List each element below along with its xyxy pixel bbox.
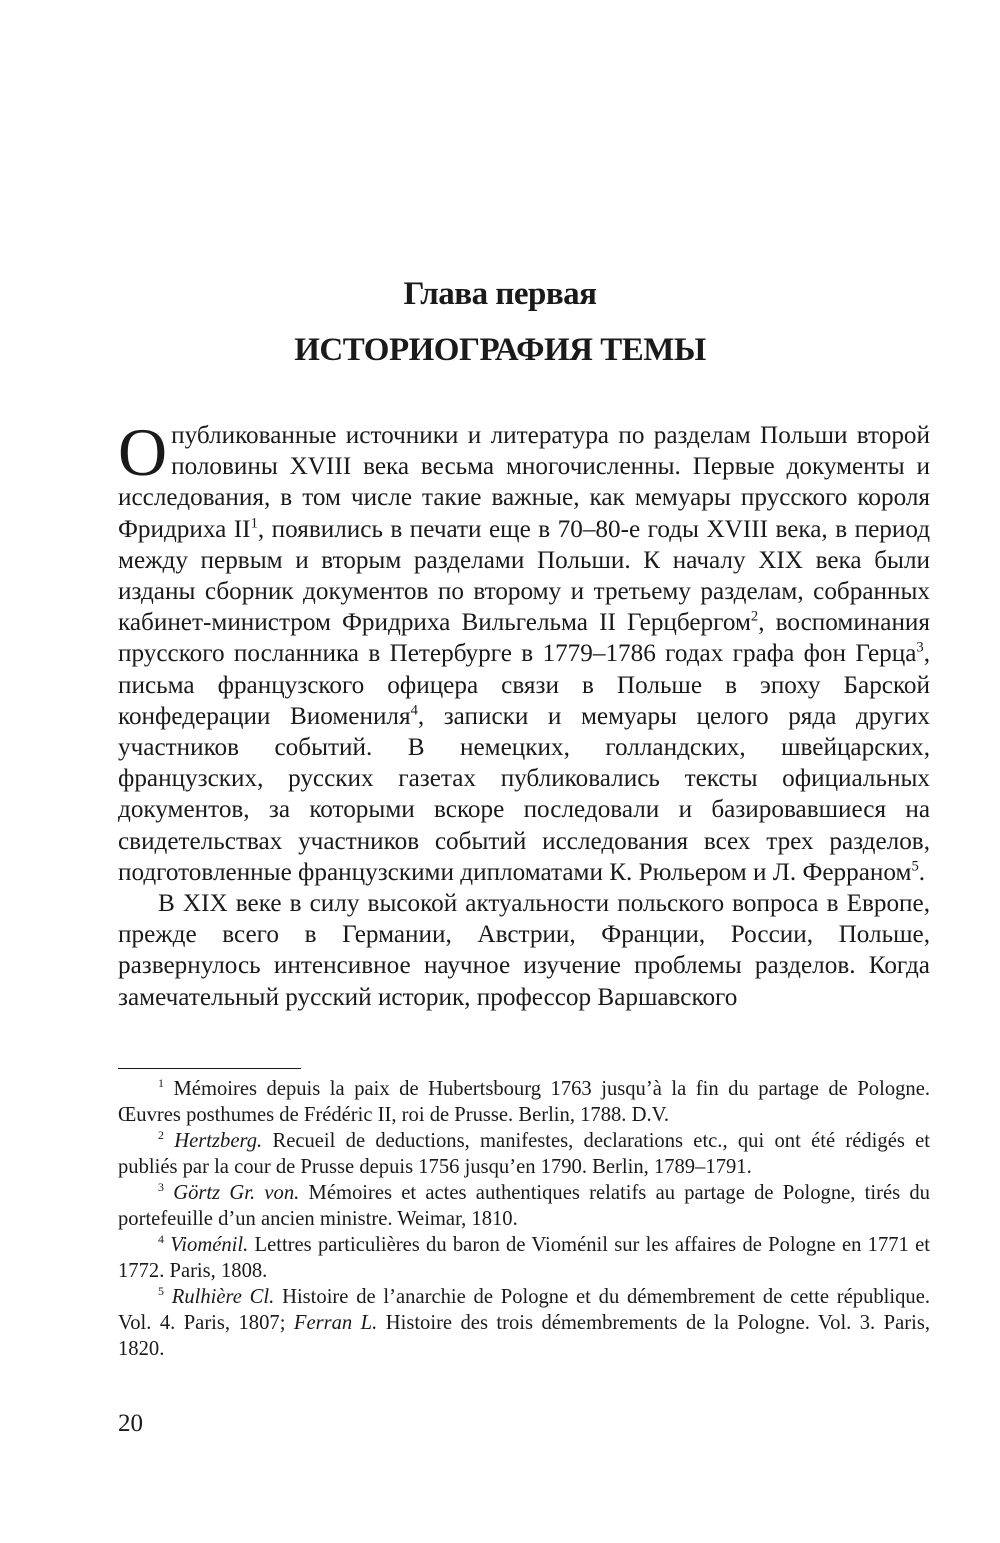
footnote-author: Görtz Gr. von. xyxy=(173,1182,300,1204)
footnote-author: Rulhière Cl. xyxy=(171,1286,275,1308)
footnote-number: 2 xyxy=(158,1128,164,1143)
footnote xyxy=(118,1076,930,1128)
footnote-author: Vioménil. xyxy=(170,1234,249,1256)
footnote-ref[interactable]: 5 xyxy=(911,858,919,875)
drop-cap: О xyxy=(118,414,168,490)
footnote-text: Lettres particulières du baron de Vioménil sur les affaires de Pologne en 1771 et 1772. Paris, 1808. xyxy=(118,1234,930,1282)
footnote-number: 5 xyxy=(158,1284,164,1299)
footnotes xyxy=(118,1076,930,1362)
footnote-text: Mémoires et actes authentiques relatifs au partage de Pologne, tirés du portefeuille d’un ancien ministre. Weimar, 1810. xyxy=(118,1182,930,1230)
footnote-ref[interactable]: 1 xyxy=(250,515,258,532)
footnote-number: 1 xyxy=(158,1076,164,1091)
footnote-ref[interactable]: 2 xyxy=(750,608,759,625)
footnote-text: Histoire de l’anarchie de Pologne et du démembrement de cette république. Vol. 4. Paris, 1807; xyxy=(118,1286,930,1334)
footnote-ref[interactable]: 4 xyxy=(410,702,418,719)
paragraph-1-text: публикованные источники и литература по разделам Польши второй половины XVIII века весьма многочисленны. Первые документы и исследования, в том числе такие важные, как мемуары прусского короля Фридриха $II^1$, появились в печати еще в 70–80-е годы XVIII века, в период между первым и вторым разделами Польши. К началу XIX века были изданы сборник документов по второму и третьему разделам, собранных кабинет-министром Фридриха Вильгельма II Герцбергом$^2$, воспоминания прусского посланника в Петербурге в 1779–1786 годах графа фон Герца$^3$, письма французского офицера связи в Польше в эпоху Барской конфедерации Виомениля$^4$, записки и мемуары целого ряда других участников событий. В немецких, голландских, швейцарских, французских, русских газетах публиковались тексты официальных документов, за которыми вскоре последовали и базировавшиеся на свидетельствах участников событий исследования всех трех разделов, подготовленные французскими дипломатами К. Рюльером и Л. Ферраном$^5$. xyxy=(118,422,931,886)
footnote xyxy=(118,1232,930,1284)
footnote xyxy=(118,1180,930,1232)
footnote-number: 3 xyxy=(158,1180,164,1195)
footnote-number: 4 xyxy=(158,1232,164,1247)
footnote xyxy=(118,1128,930,1180)
body-text xyxy=(118,414,931,1013)
footnote-text: Recueil de deductions, manifestes, declarations etc., qui ont été rédigés et publiés par la cour de Prusse depuis 1756 jusqu’en 1790. Berlin, 1789–1791. xyxy=(118,1130,930,1178)
paragraph-2: В XIX веке в силу высокой актуальности польского вопроса в Европе, прежде всего в Германии, Австрии, Франции, России, Польше, развернулось интенсивное научное изучение проблемы разделов. Когда замечательный русский историк, профессор Варшавского xyxy=(118,890,930,1011)
footnote-text: Histoire des trois démembrements de la Pologne. Vol. 3. Paris, 1820. xyxy=(118,1312,930,1360)
footnote-text: Mémoires depuis la paix de Hubertsbourg 1763 jusqu’à la fin du partage de Pologne. Œuvres posthumes de Frédéric II, roi de Prusse. Berlin, 1788. D.V. xyxy=(118,1078,931,1126)
paragraph-1 xyxy=(118,414,931,888)
chapter-label: Глава первая xyxy=(403,276,597,312)
footnote xyxy=(118,1284,930,1362)
footnote-ref[interactable]: 3 xyxy=(916,640,924,657)
footnote-separator xyxy=(118,1068,301,1069)
footnote-author: Ferran L. xyxy=(293,1312,378,1334)
chapter-title: ИСТОРИОГРАФИЯ ТЕМЫ xyxy=(294,332,706,368)
page-number: 20 xyxy=(118,1410,143,1437)
footnote-author: Hertzberg. xyxy=(174,1130,263,1152)
